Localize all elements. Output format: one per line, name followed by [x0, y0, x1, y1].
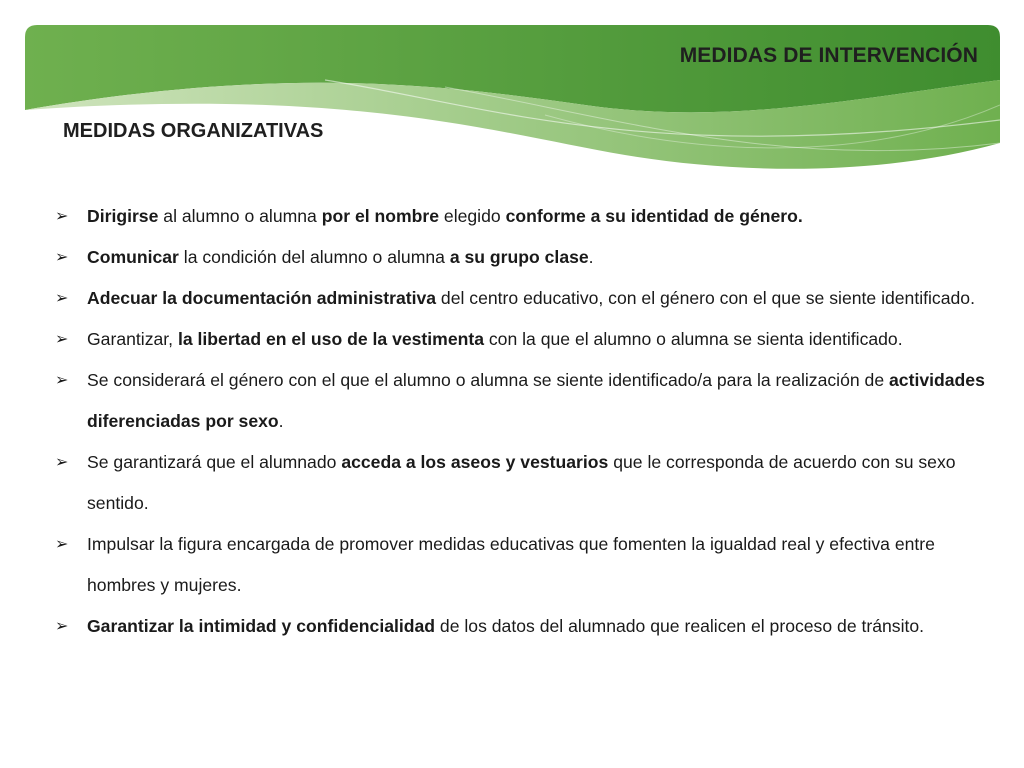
bullet-bold-text: actividades diferenciadas por sexo — [87, 370, 985, 431]
bullet-item — [52, 319, 1002, 360]
bullet-bold-text: Dirigirse — [87, 206, 159, 226]
bullet-bold-text: Adecuar la documentación administrativa — [87, 288, 437, 308]
bullet-bold-text: a su grupo clase — [449, 247, 589, 267]
bullet-item — [52, 278, 1002, 319]
arrow-bullet-icon: ➢ — [55, 249, 69, 266]
bullet-text: del centro educativo, con el género con el que se siente identificado. — [436, 288, 975, 308]
slide-title: MEDIDAS DE INTERVENCIÓN — [679, 44, 978, 67]
arrow-bullet-icon: ➢ — [55, 331, 69, 348]
arrow-bullet-icon: ➢ — [55, 618, 69, 635]
bullet-text: la condición del alumno o alumna — [178, 247, 450, 267]
bullet-list — [52, 196, 1002, 647]
bullet-item — [52, 237, 1002, 278]
bullet-text: Se considerará el género con el que el alumno o alumna se siente identificado/a para la realización de — [87, 370, 890, 390]
arrow-bullet-icon: ➢ — [55, 208, 69, 225]
bullet-item — [52, 606, 1002, 647]
arrow-bullet-icon: ➢ — [55, 290, 69, 307]
bullet-bold-text: acceda a los aseos y vestuarios — [341, 452, 609, 472]
bullet-text: Garantizar, — [87, 329, 178, 349]
bullet-text: de los datos del alumnado que realicen el proceso de tránsito. — [435, 616, 925, 636]
bullet-text: . — [588, 247, 594, 267]
bullet-text: elegido — [439, 206, 506, 226]
bullet-bold-text: conforme a su identidad de género. — [505, 206, 803, 226]
bullet-text: con la que el alumno o alumna se sienta identificado. — [484, 329, 903, 349]
bullet-item — [52, 442, 1002, 524]
bullet-text: que le corresponda de acuerdo con su sexo sentido. — [87, 452, 956, 513]
bullet-text: Se garantizará que el alumnado — [87, 452, 342, 472]
bullet-bold-text: Comunicar — [87, 247, 179, 267]
arrow-bullet-icon: ➢ — [55, 536, 69, 553]
bullet-bold-text: Garantizar la intimidad y confidencialidad — [87, 616, 436, 636]
bullet-item — [52, 196, 1002, 237]
bullet-item — [52, 360, 1002, 442]
bullet-text: Impulsar la figura encargada de promover medidas educativas que fomenten la igualdad real y efectiva entre hombres y mujeres. — [87, 534, 935, 595]
bullet-text: al alumno o alumna — [158, 206, 322, 226]
bullet-item — [52, 524, 1002, 606]
bullet-text: . — [278, 411, 284, 431]
bullet-bold-text: por el nombre — [321, 206, 440, 226]
section-title: MEDIDAS ORGANIZATIVAS — [63, 120, 324, 142]
arrow-bullet-icon: ➢ — [55, 454, 69, 471]
bullet-bold-text: la libertad en el uso de la vestimenta — [177, 329, 484, 349]
arrow-bullet-icon: ➢ — [55, 372, 69, 389]
